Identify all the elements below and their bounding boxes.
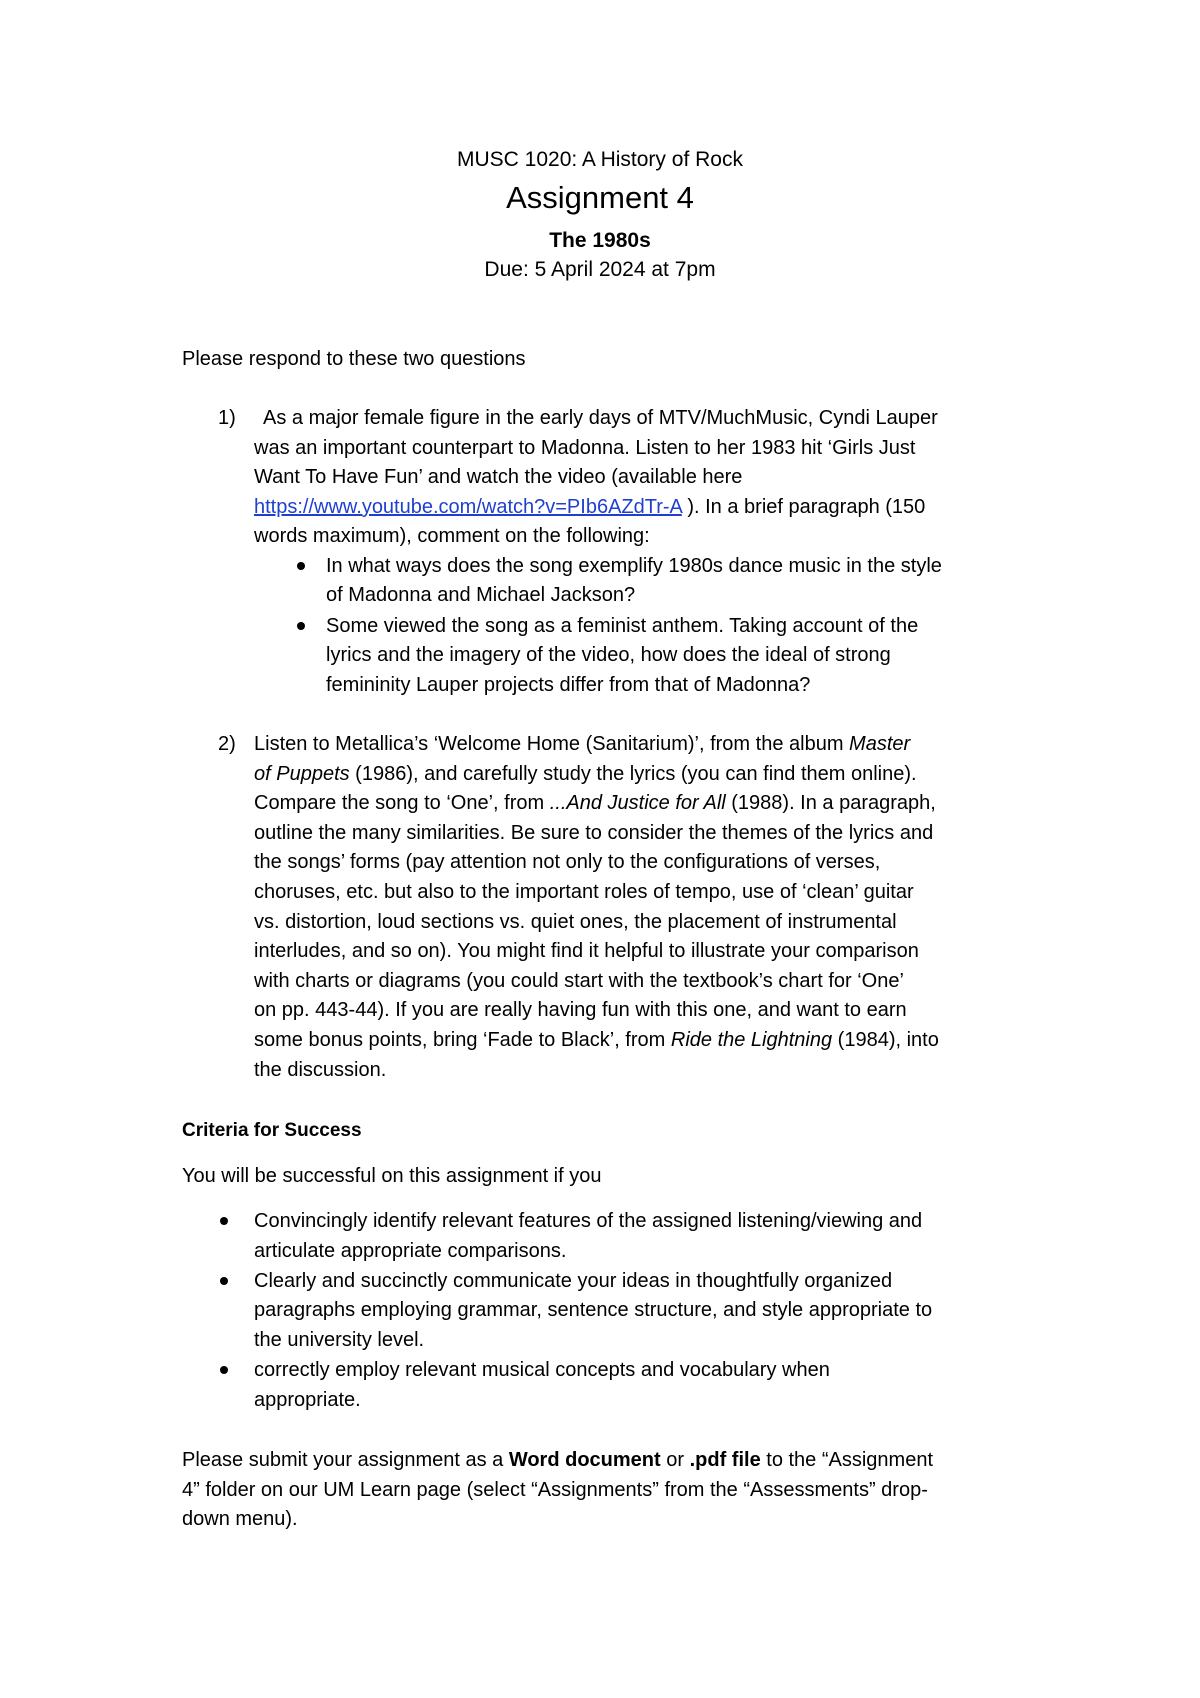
submission-line: 4” folder on our UM Learn page (select “Assignments” from the “Assessments” drop- — [182, 1479, 928, 1501]
question-1-bullet-line: of Madonna and Michael Jackson? — [326, 584, 636, 606]
question-2-line: interludes, and so on). You might find it helpful to illustrate your comparison — [254, 940, 919, 962]
criteria-line: Clearly and succinctly communicate your ideas in thoughtfully organized — [254, 1270, 893, 1292]
criteria-line: Convincingly identify relevant features of the assigned listening/viewing and — [254, 1210, 923, 1232]
question-2-line — [254, 790, 936, 816]
submission-line: down menu). — [182, 1508, 298, 1530]
question-2-line: vs. distortion, loud sections vs. quiet ones, the placement of instrumental — [254, 911, 897, 933]
album-title: of Puppets — [254, 763, 350, 785]
question-1-line — [254, 494, 925, 520]
question-2-line: with charts or diagrams (you could start with the textbook’s chart for ‘One’ — [254, 970, 904, 992]
question-1-line: As a major female figure in the early days of MTV/MuchMusic, Cyndi Lauper — [263, 407, 938, 429]
criteria-intro: You will be successful on this assignment if you — [182, 1165, 602, 1187]
assignment-subtitle: The 1980s — [549, 229, 651, 252]
due-date: Due: 5 April 2024 at 7pm — [484, 258, 716, 281]
question-1-bullet-line: lyrics and the imagery of the video, how does the ideal of strong — [326, 644, 891, 666]
question-2-line: the songs’ forms (pay attention not only to the configurations of verses, — [254, 851, 881, 873]
criteria-heading: Criteria for Success — [182, 1120, 362, 1141]
album-title: ...And Justice for All — [549, 792, 726, 814]
submission-format: Word document — [508, 1449, 661, 1471]
question-2-number: 2) — [218, 733, 236, 755]
question-1-bullet-line: Some viewed the song as a feminist anthem. Taking account of the — [326, 615, 919, 637]
submission-format: .pdf file — [689, 1449, 761, 1471]
bullet-icon — [220, 1217, 228, 1225]
bullet-icon — [220, 1366, 228, 1374]
album-title: Master — [849, 733, 911, 755]
youtube-video-link[interactable]: https://www.youtube.com/watch?v=PIb6AZdTr-A — [254, 496, 682, 518]
question-1-line-rest: ). In a brief paragraph (150 — [681, 496, 926, 518]
criteria-line: correctly employ relevant musical concepts and vocabulary when — [254, 1359, 830, 1381]
question-1-line: was an important counterpart to Madonna. Listen to her 1983 hit ‘Girls Just — [254, 437, 916, 459]
assignment-title: Assignment 4 — [506, 180, 694, 215]
question-2-line: outline the many similarities. Be sure to consider the themes of the lyrics and — [254, 822, 934, 844]
question-2-text: Listen to Metallica’s ‘Welcome Home (Sanitarium)’, from the album — [254, 733, 850, 755]
question-2-line — [254, 731, 910, 757]
question-2-line: on pp. 443-44). If you are really having fun with this one, and want to earn — [254, 999, 907, 1021]
question-1-line: words maximum), comment on the following: — [254, 525, 650, 547]
criteria-line: articulate appropriate comparisons. — [254, 1240, 567, 1262]
submission-text: to the “Assignment — [760, 1449, 934, 1471]
question-1-bullet-line: In what ways does the song exemplify 1980s dance music in the style — [326, 555, 942, 577]
question-2-text: (1984), into — [832, 1029, 939, 1051]
course-name: MUSC 1020: A History of Rock — [457, 148, 743, 171]
question-2-text: (1986), and carefully study the lyrics (you can find them online). — [349, 763, 917, 785]
question-2-text: Compare the song to ‘One’, from — [254, 792, 550, 814]
question-2-line: the discussion. — [254, 1059, 387, 1081]
question-2-line: choruses, etc. but also to the important roles of tempo, use of ‘clean’ guitar — [254, 881, 914, 903]
question-2-text: (1988). In a paragraph, — [725, 792, 936, 814]
submission-text: or — [660, 1449, 690, 1471]
question-1-number: 1) — [218, 407, 236, 429]
submission-text: Please submit your assignment as a — [182, 1449, 509, 1471]
question-1-line: Want To Have Fun’ and watch the video (available here — [254, 466, 743, 488]
criteria-line: paragraphs employing grammar, sentence structure, and style appropriate to — [254, 1299, 933, 1321]
bullet-icon — [297, 562, 305, 570]
question-2-line — [254, 761, 917, 787]
bullet-icon — [220, 1277, 228, 1285]
submission-line — [182, 1447, 933, 1473]
album-title: Ride the Lightning — [670, 1029, 833, 1051]
question-1-bullet-line: femininity Lauper projects differ from that of Madonna? — [326, 674, 811, 696]
bullet-icon — [297, 622, 305, 630]
criteria-line: appropriate. — [254, 1389, 361, 1411]
question-2-text: some bonus points, bring ‘Fade to Black’, from — [254, 1029, 671, 1051]
intro-text: Please respond to these two questions — [182, 348, 526, 370]
criteria-line: the university level. — [254, 1329, 425, 1351]
question-2-line — [254, 1027, 939, 1053]
